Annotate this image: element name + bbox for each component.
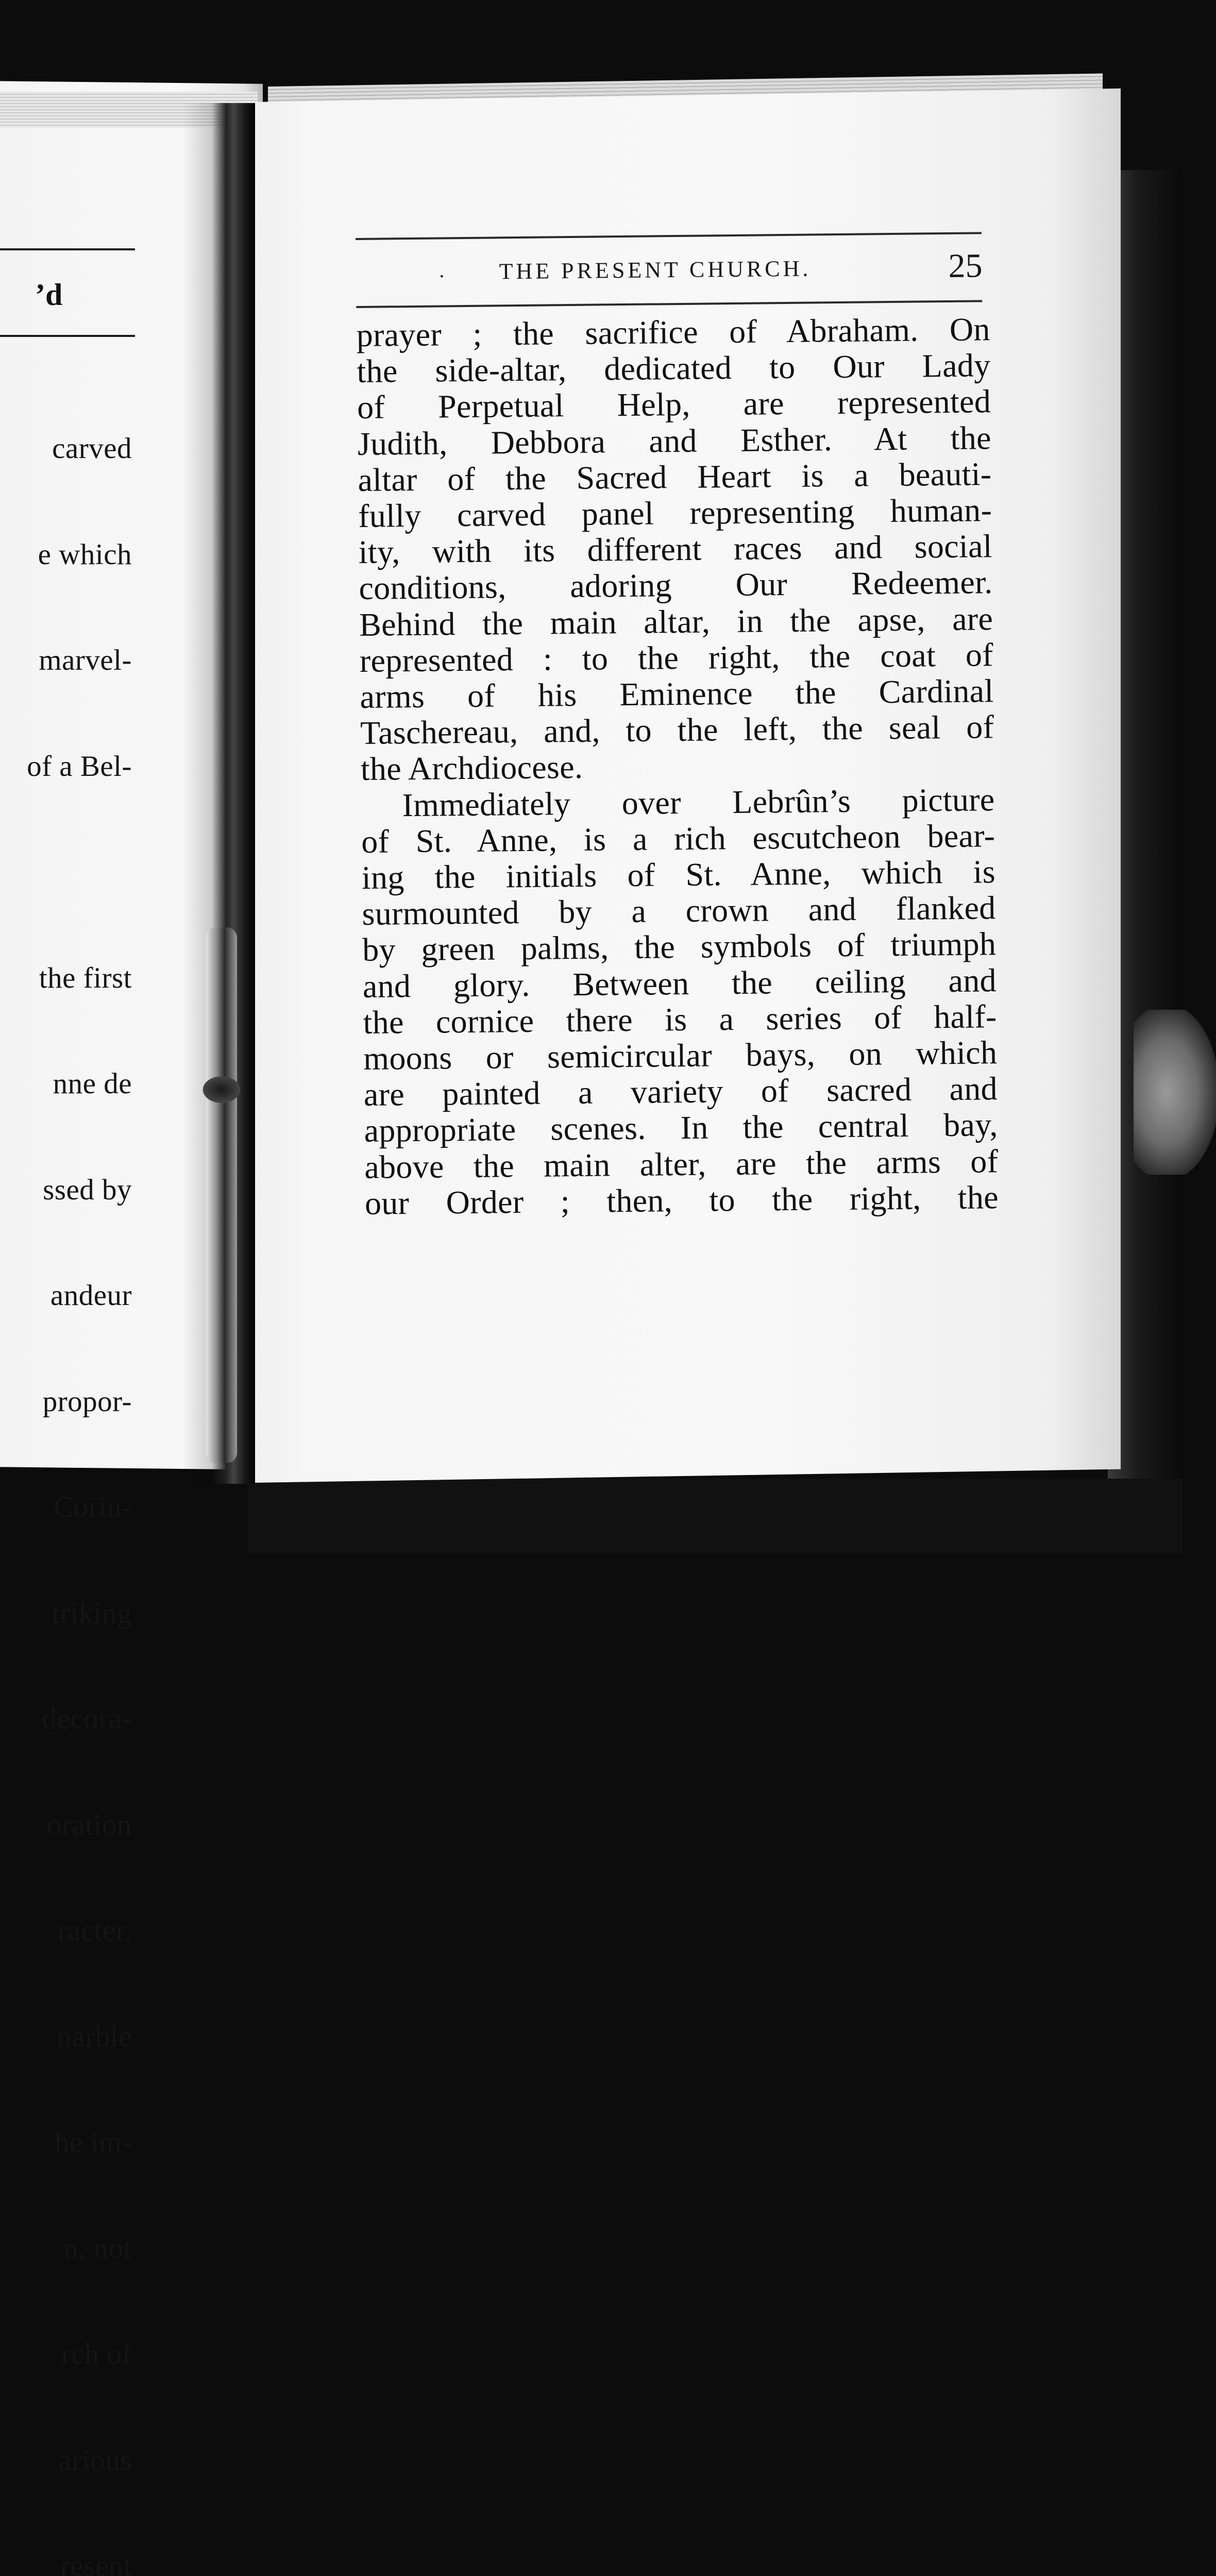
text-line: Behind the main altar, in the apse, are [359, 600, 993, 643]
left-page-rule-top [0, 248, 135, 250]
left-line: carved [52, 432, 132, 465]
page-number: 25 [948, 247, 983, 285]
left-line: the first [39, 961, 132, 994]
body-text [356, 311, 1024, 1222]
text-line: altar of the Sacred Heart is a beauti- [358, 455, 992, 498]
text-line: by green palms, the symbols of triumph [362, 925, 997, 969]
text-line: arms of his Eminence the Cardinal [360, 672, 994, 715]
text-line: and glory. Between the ceiling and [362, 961, 997, 1005]
left-line: andeur [50, 1279, 132, 1312]
left-line: ssed by [43, 1173, 132, 1206]
head-dot: · [438, 264, 446, 288]
running-head [356, 234, 1016, 306]
text-line: of St. Anne, is a rich escutcheon bear- [361, 817, 995, 860]
text-line: above the main alter, are the arms of [364, 1142, 999, 1185]
text-line: Immediately over Lebrûn’s picture [402, 781, 995, 823]
left-line: propor- [42, 1385, 132, 1418]
text-line: moons or semicircular bays, on which [363, 1034, 998, 1077]
left-line: he im- [54, 2126, 132, 2159]
left-line [0, 855, 132, 890]
left-line: narble [57, 2020, 132, 2053]
left-line: of a Bel- [27, 750, 132, 783]
left-line: n, not [63, 2232, 132, 2265]
text-line: Taschereau, and, to the left, the seal of [360, 708, 994, 752]
left-page-rule-bottom [0, 335, 135, 337]
text-line: are painted a variety of sacred and [363, 1070, 998, 1113]
left-line: Corin- [54, 1491, 132, 1523]
text-line: ing the initials of St. Anne, which is [361, 853, 996, 896]
book-cover-bottom [247, 1479, 1183, 1554]
left-line: oration [47, 1808, 132, 1841]
left-line: marvel- [39, 644, 132, 676]
text-line: surmounted by a crown and flanked [362, 889, 996, 933]
text-line: conditions, adoring Our Redeemer. [359, 564, 993, 607]
right-page-content [356, 232, 1024, 1222]
text-line: of Perpetual Help, are represented [357, 383, 991, 426]
left-line: arious [58, 2444, 132, 2477]
binding-thread [206, 927, 237, 1463]
left-line: e which [38, 538, 132, 571]
text-line: appropriate scenes. In the central bay, [364, 1106, 998, 1149]
left-line: resent [60, 2550, 132, 2576]
text-line: ity, with its different races and social [358, 528, 993, 571]
left-line: rch of [61, 2338, 132, 2370]
left-line: decora- [42, 1703, 132, 1735]
text-line: represented : to the right, the coat of [359, 636, 994, 679]
background-object [1134, 1010, 1216, 1175]
left-page-text [0, 361, 132, 2576]
text-line: Judith, Debbora and Esther. At the [357, 419, 992, 462]
text-line: our Order ; then, to the right, the [364, 1178, 999, 1222]
text-line: the side-altar, dedicated to Our Lady [357, 347, 991, 390]
text-line: the Archdiocese. [360, 749, 583, 788]
running-head-title: THE PRESENT CHURCH. [499, 256, 812, 284]
text-line: fully carved panel representing human- [358, 492, 992, 534]
binding-knot [200, 1074, 243, 1105]
left-line: racter. [57, 1914, 132, 1947]
text-line: prayer ; the sacrifice of Abraham. On [356, 311, 991, 353]
left-line: nne de [53, 1067, 132, 1100]
text-line: the cornice there is a series of half- [363, 997, 997, 1041]
left-line: triking [52, 1597, 132, 1630]
left-page-folio: ’d [35, 278, 63, 312]
